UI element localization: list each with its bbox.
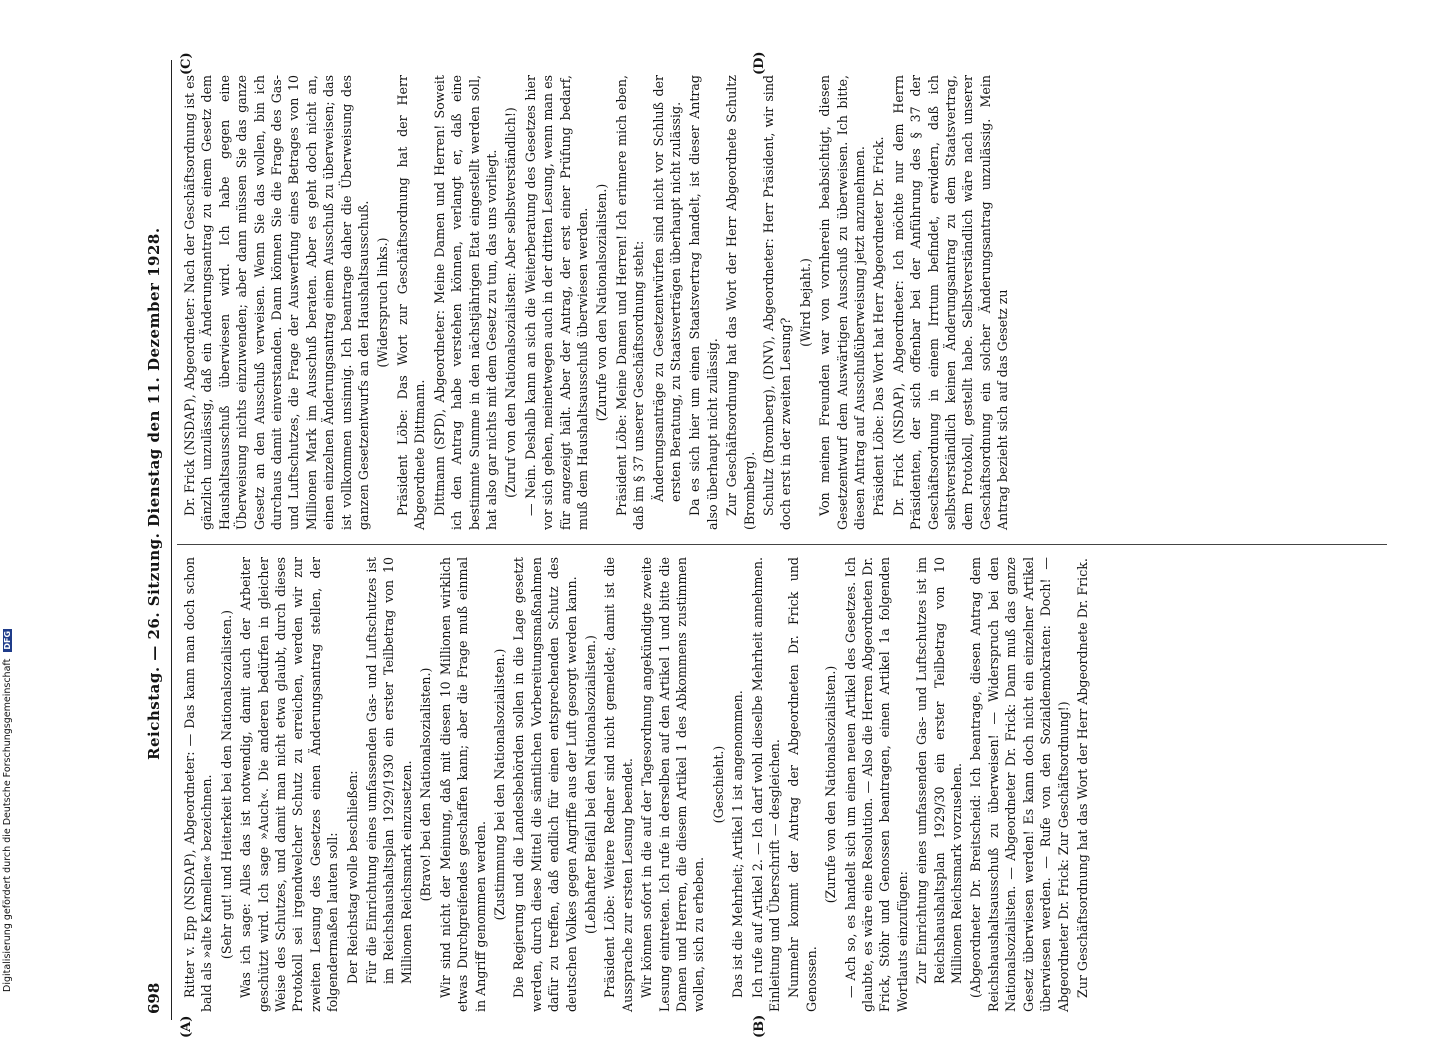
paragraph: Ritter v. Epp (NSDAP), Abgeordneter: — Das kann man doch schon bald als »alte Kamellen« bezeichnen. bbox=[182, 557, 215, 1012]
paragraph: Präsident Löbe: Das Wort zur Geschäftsordnung hat der Herr Abgeordnete Dittmann. bbox=[394, 75, 428, 530]
paragraph: Präsident Löbe: Das Wort hat Herr Abgeordneter Dr. Frick. bbox=[871, 136, 887, 516]
paragraph: Zur Geschäftsordnung hat das Wort der Herr Abgeordnete Schultz (Bromberg). bbox=[724, 75, 757, 530]
paragraph: Wir können sofort in die auf der Tagesordnung angekündigte zweite Lesung eintreten. Ich rufe in derselben auf den Artikel 1 und bitte die Damen und Herren, die diesem Artikel 1 des Abkommens zustimmen wollen, sich zu erheben. bbox=[639, 557, 707, 1012]
funding-note bbox=[2, 629, 13, 992]
paragraph: Präsident Löbe: Weitere Redner sind nicht gemeldet; damit ist die Aussprache zur ersten Lesung beendet. bbox=[602, 557, 635, 1012]
margin-marker-b: (B) bbox=[752, 1014, 767, 1038]
paragraph: Dr. Frick (NSDAP), Abgeordneter: Nach der Geschäftsordnung ist es gänzlich unzulässig, daß ein Änderungsantrag zu einem Gesetz dem Haushaltsausschuß überwiesen wird. Ich habe gegen eine Überweisung nichts einzuwenden; aber dann müssen Sie das ganze Gesetz an den Ausschuß verweisen. Wenn Sie das wollen, bin ich durchaus damit einverstanden. Dann können Sie die Frage des Gas- und Luftschutzes, die Frage der Auswerfung eines Betrages von 10 Millionen Mark im Ausschuß beraten. Aber es geht doch nicht an, einen einzelnen Änderungsantrag einem Ausschuß zu überweisen; das ist vollkommen unsinnig. Ich beantrage daher die Überweisung des ganzen Gesetzentwurfs an den Haushaltsausschuß. bbox=[182, 75, 372, 530]
paragraph: Das ist die Mehrheit; Artikel 1 ist angenommen. bbox=[730, 690, 746, 998]
interjection: (Zustimmung bei den Nationalsozialisten.) bbox=[491, 648, 507, 921]
funding-note-text: Digitalisierung gefördert durch die Deutsche Forschungsgemeinschaft bbox=[2, 658, 13, 992]
header-rule bbox=[171, 60, 172, 1020]
paragraph: Schultz (Bromberg), (DNV), Abgeordneter: Herr Präsident, wir sind doch erst in der zweiten Lesung? bbox=[761, 75, 794, 530]
margin-marker-d: (D) bbox=[752, 51, 767, 75]
interjection: (Widerspruch links.) bbox=[375, 237, 391, 368]
column-divider bbox=[177, 544, 1387, 545]
paragraph: Nunmehr kommt der Antrag der Abgeordneten Dr. Frick und Genossen. bbox=[786, 557, 819, 1012]
margin-marker-a: (A) bbox=[179, 1015, 194, 1038]
interjection: (Zurufe von den Nationalsozialisten.) bbox=[594, 183, 610, 422]
page-title: Reichstag. — 26. Sitzung. Dienstag den 11. Dezember 1928. bbox=[145, 227, 163, 760]
motion-text: Der Reichstag wolle beschließen: bbox=[344, 770, 360, 984]
motion-text: Änderungsanträge zu Gesetzentwürfen sind nicht vor Schluß der ersten Beratung, zu Staatsverträgen überhaupt nicht zulässig. bbox=[650, 75, 683, 502]
interjection: (Geschieht.) bbox=[710, 745, 726, 824]
paragraph: — Ach so, es handelt sich um einen neuen Artikel des Gesetzes. Ich glaubte, es wäre eine Resolution. — Also die Herren Abgeordneten Dr. Frick, Stöhr und Genossen beantragen, einen Artikel 1a folgenden Wortlauts einzufügen: bbox=[842, 557, 910, 1012]
paragraph: — Nein. Deshalb kann an sich die Weiterberatung des Gesetzes hier vor sich gehen, meinetwegen auch in der dritten Lesung, wenn man es für angezeigt hält. Aber der Antrag, der erst einer Prüfung bedarf, muß dem Haushaltsausschuß überwiesen werden. bbox=[522, 75, 590, 530]
left-column bbox=[181, 557, 1093, 1012]
paragraph: Präsident Löbe: Meine Damen und Herren! Ich erinnere mich eben, daß im § 37 unserer Geschäftsordnung steht: bbox=[613, 75, 647, 530]
interjection: (Zuruf von den Nationalsozialisten: Aber selbstverständlich!) bbox=[503, 107, 519, 498]
interjection: (Bravo! bei den Nationalsozialisten.) bbox=[418, 667, 434, 902]
interjection: (Zurufe von den Nationalsozialisten.) bbox=[823, 665, 839, 904]
paragraph: Wir sind nicht der Meinung, daß mit diesen 10 Millionen wirklich etwas Durchgreifendes geschaffen kann; aber die Frage muß einmal in Angriff genommen werden. bbox=[437, 557, 488, 1012]
page-header bbox=[145, 60, 171, 1020]
interjection: (Lebhafter Beifall bei den Nationalsozialisten.) bbox=[582, 635, 598, 934]
paragraph: Dittmann (SPD), Abgeordneter: Meine Damen und Herren! Soweit ich den Antrag habe verstehen können, verlangt er, daß eine bestimmte Summe in den nächstjährigen Etat eingestellt werden soll, hat also gar nichts mit dem Gesetz zu tun, das uns vorliegt. bbox=[431, 75, 499, 530]
dfg-logo: DFG bbox=[3, 630, 12, 650]
paragraph: Was ich sage: Alles das ist notwendig, damit auch der Arbeiter geschützt wird. Ich sage »Auch«. Die anderen bedürfen in gleicher Weise des Schutzes, und damit man nicht etwa glaubt, durch dieses Protokoll sei irgendwelcher Schutz zu erreichen, werden wir zur zweiten Lesung des Gesetzes einen Änderungsantrag stellen, der folgendermaßen lauten soll: bbox=[238, 557, 341, 1012]
paragraph: Die Regierung und die Landesbehörden sollen in die Lage gesetzt werden, durch diese Mittel die sämtlichen Vorbereitungsmaßnahmen dafür zu treffen, daß endlich für einen entsprechenden Schutz des deutschen Volkes gegen Angriffe aus der Luft gesorgt werden kann. bbox=[511, 557, 579, 1012]
motion-text: Für die Einrichtung eines umfassenden Gas- und Luftschutzes ist im Reichshaushaltsplan 1929/1930 ein erster Teilbetrag von 10 Millionen Reichsmark einzusetzen. bbox=[364, 557, 414, 984]
right-column bbox=[181, 75, 1014, 530]
motion-text: Zur Einrichtung eines umfassenden Gas- und Luftschutzes ist im Reichshaushaltsplan 1929/30 ein erster Teilbetrag von 10 Millionen Reichsmark vorzusehen. bbox=[914, 557, 965, 984]
paragraph: Dr. Frick (NSDAP), Abgeordneter: Ich möchte nur dem Herrn Präsidenten, der sich offenbar bei der Anführung des § 37 der Geschäftsordnung in einem Irrtum befindet, erwidern, daß ich selbstverständlich keinen Änderungsantrag zu dem Staatsvertrag, dem Protokoll, gestellt habe. Selbstverständlich wäre nach unserer Geschäftsordnung ein solcher Änderungsantrag unzulässig. Mein Antrag bezieht sich auf das Gesetz zu bbox=[890, 75, 1011, 530]
paragraph: Ich rufe auf Artikel 2. — Ich darf wohl dieselbe Mehrheit annehmen. Einleitung und Überschrift — desgleichen. bbox=[749, 557, 782, 1012]
interjection: (Sehr gut! und Heiterkeit bei den Nationalsozialisten.) bbox=[218, 609, 234, 960]
page-number: 698 bbox=[145, 982, 163, 1014]
paragraph: Von meinen Freunden war von vornherein beabsichtigt, diesen Gesetzentwurf dem Auswärtigen Ausschuß zu überweisen. Ich bitte, diesen Antrag auf Ausschußüberweisung jetzt anzunehmen. bbox=[817, 75, 868, 530]
paragraph: (Abgeordneter Dr. Breitscheid: Ich beantrage, diesen Antrag dem Reichshaushaltsausschuß zu überweisen! — Widerspruch bei den Nationalsozialisten. — Abgeordneter Dr. Frick: Dann muß das ganze Gesetz überwiesen werden! Es kann doch nicht ein einzelner Artikel überwiesen werden. — Rufe von den Sozialdemokraten: Doch! — Abgeordneter Dr. Frick: Zur Geschäftsordnung!) bbox=[968, 557, 1071, 1012]
document-page bbox=[137, 51, 1397, 1038]
margin-marker-c: (C) bbox=[179, 52, 194, 75]
paragraph: Da es sich hier um einen Staatsvertrag handelt, ist dieser Antrag also überhaupt nicht zulässig. bbox=[687, 75, 720, 530]
paragraph: Zur Geschäftsordnung hat das Wort der Herr Abgeordnete Dr. Frick. bbox=[1074, 558, 1090, 998]
interjection: (Wird bejaht.) bbox=[797, 258, 813, 347]
